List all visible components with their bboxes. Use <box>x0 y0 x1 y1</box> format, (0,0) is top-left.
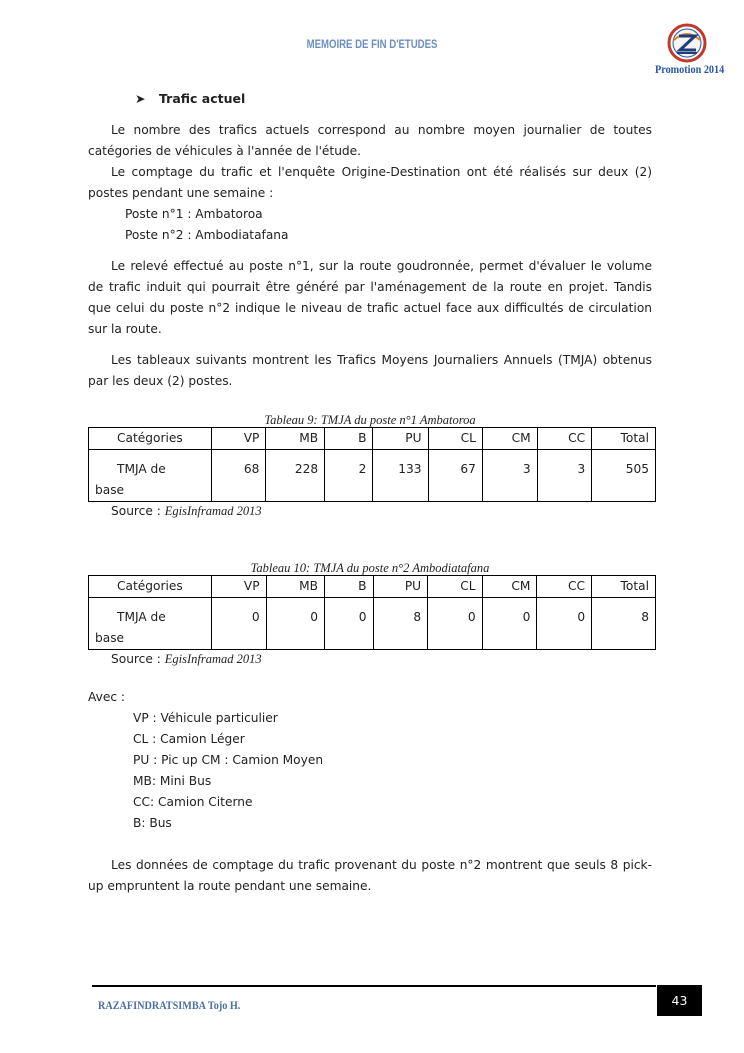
post-1: Poste n°1 : Ambatoroa <box>125 207 263 221</box>
table-header-cell: Catégories <box>89 428 212 450</box>
row-label-line2: base <box>95 483 125 497</box>
table1-source <box>88 503 652 519</box>
table-header-cell: VP <box>212 576 267 598</box>
paragraph-5: Les données de comptage du trafic provenant du poste n°2 montrent que seuls 8 pick-up empruntent la route pendant une semaine. <box>88 858 652 893</box>
table-cell: 0 <box>212 598 267 650</box>
promotion-label: Promotion 2014 <box>655 62 725 76</box>
table-header-cell: CL <box>428 576 483 598</box>
table-header-cell: VP <box>211 428 265 450</box>
table-header-cell: Total <box>592 428 656 450</box>
row-label-cell <box>89 450 212 502</box>
legend-item: CC: Camion Citerne <box>133 795 253 809</box>
table-header-cell: Total <box>592 576 656 598</box>
table-header-cell: CM <box>482 428 537 450</box>
table-cell: 3 <box>537 450 592 502</box>
table-header-cell: CL <box>428 428 482 450</box>
legend-item: B: Bus <box>133 816 172 830</box>
table-cell: 8 <box>373 598 428 650</box>
table-header-cell: PU <box>373 576 428 598</box>
legend-item: VP : Véhicule particulier <box>133 711 278 725</box>
table-header-cell: B <box>325 428 373 450</box>
source-label: Source : <box>111 504 165 518</box>
table-header-cell: CM <box>482 576 537 598</box>
row-label-line1: TMJA de <box>117 462 166 476</box>
footer-author: RAZAFINDRATSIMBA Tojo H. <box>98 998 241 1012</box>
page-number: 43 <box>657 985 702 1016</box>
table-header-row <box>89 576 656 598</box>
table-cell: 3 <box>482 450 537 502</box>
table-cell: 0 <box>537 598 592 650</box>
table-header-cell: Catégories <box>89 576 212 598</box>
table2-caption: Tableau 10: TMJA du poste n°2 Ambodiatafana <box>250 561 490 575</box>
row-label-cell <box>89 598 212 650</box>
university-logo-icon <box>666 22 708 64</box>
document-header-title: MEMOIRE DE FIN D'ETUDES <box>306 37 438 51</box>
source-value: EgisInframad 2013 <box>164 652 262 666</box>
table1-caption: Tableau 9: TMJA du poste n°1 Ambatoroa <box>264 413 476 427</box>
table2-source <box>88 651 652 667</box>
table-cell: 228 <box>266 450 325 502</box>
legend-item: PU : Pic up CM : Camion Moyen <box>133 753 324 767</box>
table-cell: 0 <box>266 598 324 650</box>
table-header-cell: CC <box>537 428 592 450</box>
table-header-row <box>89 428 656 450</box>
row-label-line1: TMJA de <box>117 610 166 624</box>
legend-title: Avec : <box>88 690 126 704</box>
paragraph-2: Le comptage du trafic et l'enquête Origine-Destination ont été réalisés sur deux (2) postes pendant une semaine : <box>88 165 652 200</box>
legend-item: CL : Camion Léger <box>133 732 245 746</box>
traffic-table-2 <box>88 575 656 650</box>
table-cell: 133 <box>373 450 428 502</box>
table-cell: 68 <box>211 450 265 502</box>
footer-divider <box>92 985 656 987</box>
table-cell: 505 <box>592 450 656 502</box>
table-cell: 2 <box>325 450 373 502</box>
paragraph-4: Les tableaux suivants montrent les Trafics Moyens Journaliers Annuels (TMJA) obtenus par les deux (2) postes. <box>88 353 652 388</box>
section-heading-text: Trafic actuel <box>159 91 246 106</box>
table-row <box>89 598 656 650</box>
table-header-cell: CC <box>537 576 592 598</box>
arrow-bullet-icon: ➤ <box>135 91 146 106</box>
paragraph-3: Le relevé effectué au poste n°1, sur la route goudronnée, permet d'évaluer le volume de trafic induit qui pourrait être généré par l'aménagement de la route en projet. Tandis que celui du poste n°2 indique le niveau de trafic actuel face aux difficultés de circulation sur la route. <box>88 259 652 336</box>
paragraph-1: Le nombre des trafics actuels correspond au nombre moyen journalier de toutes catégories de véhicules à l'année de l'étude. <box>88 123 652 158</box>
traffic-table-1 <box>88 427 656 502</box>
table-header-cell: B <box>325 576 373 598</box>
table-cell: 0 <box>325 598 373 650</box>
source-label: Source : <box>111 652 165 666</box>
table-cell: 8 <box>592 598 656 650</box>
legend-item: MB: Mini Bus <box>133 774 212 788</box>
post-2: Poste n°2 : Ambodiatafana <box>125 228 289 242</box>
page-content <box>88 88 652 897</box>
row-label-line2: base <box>95 631 125 645</box>
table-cell: 67 <box>428 450 482 502</box>
table-header-cell: PU <box>373 428 428 450</box>
table-row <box>89 450 656 502</box>
section-heading <box>135 88 652 110</box>
source-value: EgisInframad 2013 <box>164 504 262 518</box>
table-cell: 0 <box>482 598 537 650</box>
table-header-cell: MB <box>266 428 325 450</box>
table-cell: 0 <box>428 598 483 650</box>
table-header-cell: MB <box>266 576 324 598</box>
